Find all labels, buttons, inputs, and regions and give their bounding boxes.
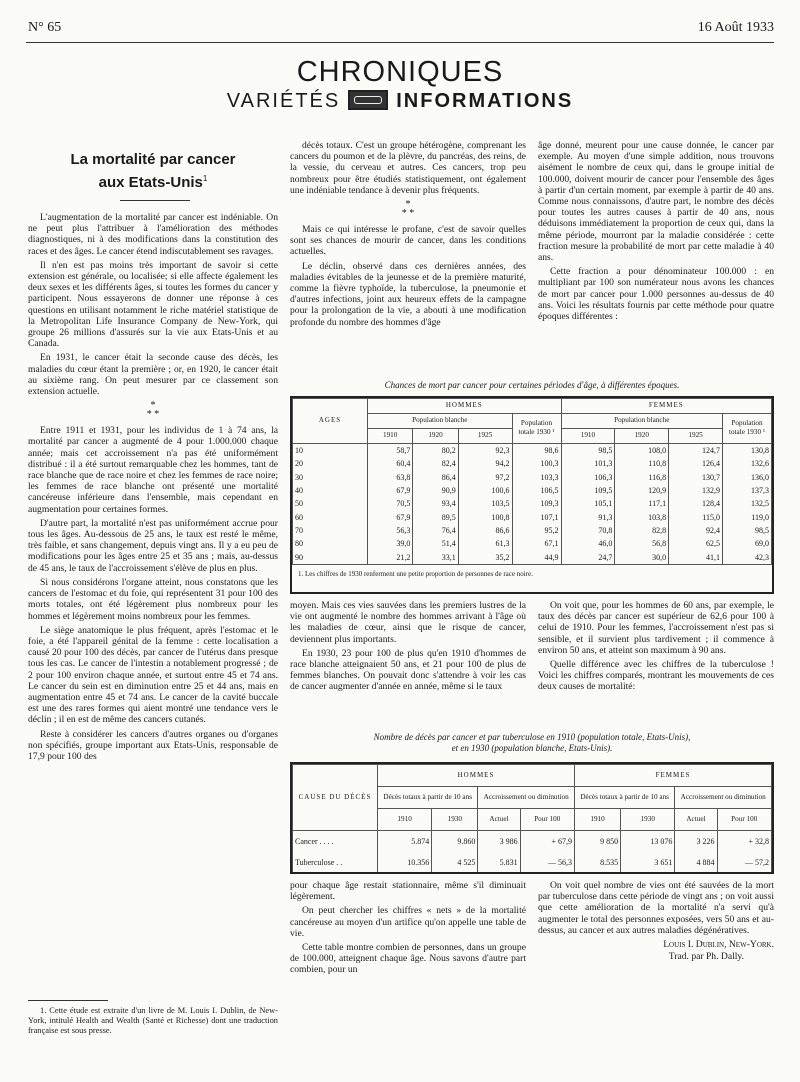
value-cell: 132,6 <box>723 457 772 470</box>
value-cell: 109,3 <box>512 497 561 510</box>
value-cell: 69,0 <box>723 537 772 550</box>
signature <box>538 939 774 963</box>
value-cell: 9 850 <box>574 831 620 852</box>
col-women: FEMMES <box>561 399 772 414</box>
value-cell: 124,7 <box>669 443 723 457</box>
pct-header: Pour 100 <box>520 809 574 831</box>
value-cell: 4 884 <box>675 852 717 872</box>
table-row <box>293 484 772 497</box>
table-row <box>293 497 772 510</box>
value-cell: 80,2 <box>413 443 458 457</box>
table-row <box>293 524 772 537</box>
value-cell: 90,9 <box>413 484 458 497</box>
year-header: 1925 <box>458 428 512 443</box>
value-cell: 100,6 <box>458 484 512 497</box>
value-cell: 21,2 <box>368 551 413 564</box>
value-cell: — 57,2 <box>717 852 771 872</box>
age-cell: 40 <box>293 484 368 497</box>
signature-translator: Trad. par Ph. Dally. <box>668 951 744 963</box>
value-cell: 106,5 <box>512 484 561 497</box>
value-cell: 9.860 <box>432 831 478 852</box>
year-header: 1930 <box>432 809 478 831</box>
age-cell: 90 <box>293 551 368 564</box>
value-cell: 120,9 <box>615 484 669 497</box>
paragraph: Mais ce qui intéresse le profane, c'est de savoir quelles sont ses chances de mourir de cancer, dans les conditions actuelles. <box>290 224 526 258</box>
paragraph: moyen. Mais ces vies sauvées dans les premiers lustres de la vie ont augmenté le nombre des hommes arrivant à l'âge où les maladies de cœur, ainsi que le risque de cancer, deviennent plus importants. <box>290 600 526 645</box>
value-cell: 44,9 <box>512 551 561 564</box>
column-2 <box>290 140 526 331</box>
value-cell: 128,4 <box>669 497 723 510</box>
value-cell: 61,3 <box>458 537 512 550</box>
age-cell: 20 <box>293 457 368 470</box>
value-cell: 98,5 <box>561 443 615 457</box>
paragraph: D'autre part, la mortalité n'est pas uniformément accrue pour tous les âges. Au-dessous de 25 ans, le taux est resté le même, très faible, et sans changement, depuis vingt ans. Il y a eu peu de modifications pour les âges entre 25 et 35 ans ; mais, au-dessus de 45 ans, le taux de l'accroissement s'élève de plus en plus. <box>28 517 278 574</box>
value-cell: 89,5 <box>413 511 458 524</box>
value-cell: 137,3 <box>723 484 772 497</box>
paragraph: pour chaque âge restait stationnaire, même s'il diminuait légèrement. <box>290 880 526 903</box>
value-cell: 76,4 <box>413 524 458 537</box>
issue-date: 16 Août 1933 <box>697 20 774 35</box>
table-row <box>293 457 772 470</box>
table2-caption <box>290 732 774 754</box>
paragraph: Reste à considérer les cancers d'autres organes ou d'organes non spécifiés, groupe important aux Etats-Unis, responsable de 17,9 pour 100 des <box>28 728 278 762</box>
cause-cell: Tuberculose . . <box>293 852 378 872</box>
star-top: * <box>405 199 411 211</box>
year-header: 1910 <box>574 809 620 831</box>
value-cell: 56,8 <box>615 537 669 550</box>
value-cell: 67,9 <box>368 484 413 497</box>
cancer-chances-table <box>290 396 774 594</box>
value-cell: 46,0 <box>561 537 615 550</box>
title-footnote-mark: 1 <box>202 174 208 183</box>
year-header: 1925 <box>669 428 723 443</box>
table-row <box>293 852 772 872</box>
paragraph: Cette fraction a pour dénominateur 100.000 : en multipliant par 100 son numérateur nous avons les chances de mort par cancer pour 1.000 personnes au-dessus de 40 ans. Voici les résultats fournis par cette méthode pour quatre époques différentes : <box>538 266 774 323</box>
age-cell: 10 <box>293 443 368 457</box>
table-row <box>293 537 772 550</box>
paragraph: âge donné, meurent pour une cause donnée, le cancer par exemple. Au moyen d'une simple addition, nous trouvons aisément le nombre de ceux qui, dans le groupe initial de 100.000, doivent mourir de cancer pour l'ensemble des âges à partir d'un certain moment, par exemple à partir de 40 ans. Comme nous connaissons, d'autre part, le nombre des décès pour toutes les autres causes à partir de 40 ans, nous déduisons immédiatement la proportion de ceux qui, dans la même période, mourront par la maladie considérée : cette fraction mesure la probabilité de mort par cette maladie à 40 ans. <box>538 140 774 264</box>
ornament-icon <box>348 90 388 110</box>
year-header: 1930 <box>621 809 675 831</box>
value-cell: 97,2 <box>458 470 512 483</box>
value-cell: 98,6 <box>512 443 561 457</box>
paragraph: Le déclin, observé dans ces dernières années, des maladies évitables de la jeunesse et de la première maturité, comme la fièvre typhoïde, la tuberculose, la pneumonie et d'autres infections, joint aux heureux effets de la campagne pour la prolongation de la vie, a abouti à une modification profonde du nombre des hommes d'âge <box>290 260 526 328</box>
column-3-middle <box>538 600 774 696</box>
women-deaths: Décès totaux à partir de 10 ans <box>574 787 674 809</box>
value-cell: 24,7 <box>561 551 615 564</box>
age-cell: 80 <box>293 537 368 550</box>
paragraph: Il n'en est pas moins très important de savoir si cette extension est générale, ou localisée; si elle affecte également les deux sexes et les différents âges, si toutes les formes du cancer y participent. Nous essayerons de donner une réponse à ces questions en utilisant notamment le riche matériel statistique de la Metropolitan Life Insurance Company de New-York, qui groupe 26 millions d'assurés sur la vie aux Etats-Unis et au Canada. <box>28 259 278 350</box>
col-ages: AGES <box>293 399 368 444</box>
issue-number: N° 65 <box>28 20 62 35</box>
value-cell: 108,0 <box>615 443 669 457</box>
men-change: Accroissement ou diminution <box>478 787 575 809</box>
value-cell: + 32,8 <box>717 831 771 852</box>
value-cell: 35,2 <box>458 551 512 564</box>
star-top: * <box>150 400 156 412</box>
value-cell: 42,3 <box>723 551 772 564</box>
value-cell: 101,3 <box>561 457 615 470</box>
value-cell: 136,0 <box>723 470 772 483</box>
col-men: HOMMES <box>378 765 575 787</box>
value-cell: 86,6 <box>458 524 512 537</box>
section-stars <box>28 401 278 419</box>
table1-note: 1. Les chiffres de 1930 renferment une petite proportion de personnes de race noire. <box>292 564 772 589</box>
value-cell: 60,4 <box>368 457 413 470</box>
value-cell: 8.535 <box>574 852 620 872</box>
title-line-2: aux Etats-Unis <box>98 174 203 191</box>
value-cell: 41,1 <box>669 551 723 564</box>
year-header: 1920 <box>615 428 669 443</box>
paragraph: Si nous considérons l'organe atteint, nous constatons que les cancers de l'estomac et du foie, qui représentent 31 pour 100 des morts totales, ont été légèrement plus nombreux pour les hommes et légèrement moins nombreux pour les femmes. <box>28 576 278 622</box>
value-cell: 103,5 <box>458 497 512 510</box>
value-cell: 3 651 <box>621 852 675 872</box>
column-3 <box>538 140 774 325</box>
value-cell: 119,0 <box>723 511 772 524</box>
value-cell: 117,1 <box>615 497 669 510</box>
column-3-bottom <box>538 880 774 963</box>
paragraph: L'augmentation de la mortalité par cancer est indéniable. On ne peut plus l'attribuer à l'amélioration des méthodes diagnostiques, ni à des modifications dans la constitution des races et des âges. Le cancer étend indiscutablement ses ravages. <box>28 212 278 257</box>
value-cell: 110,8 <box>615 457 669 470</box>
value-cell: 132,5 <box>723 497 772 510</box>
value-cell: 95,2 <box>512 524 561 537</box>
value-cell: 91,3 <box>561 511 615 524</box>
table1-caption: Chances de mort par cancer pour certaines périodes d'âge, à différentes époques. <box>384 380 680 390</box>
value-cell: 94,2 <box>458 457 512 470</box>
footnote <box>28 1006 278 1039</box>
col-cause: CAUSE DU DÉCÈS <box>293 765 378 831</box>
value-cell: 115,0 <box>669 511 723 524</box>
header-rule <box>26 42 774 43</box>
women-change: Accroissement ou diminution <box>675 787 772 809</box>
men-total: Population totale 1930 ¹ <box>512 413 561 443</box>
col-women: FEMMES <box>574 765 771 787</box>
age-cell: 60 <box>293 511 368 524</box>
cause-cell: Cancer . . . . <box>293 831 378 852</box>
title-rule <box>120 200 190 201</box>
year-header: 1910 <box>378 809 432 831</box>
value-cell: 5.874 <box>378 831 432 852</box>
value-cell: 5.831 <box>478 852 520 872</box>
masthead-informations: INFORMATIONS <box>396 90 574 112</box>
paragraph: Entre 1911 et 1931, pour les individus de 1 à 74 ans, la mortalité par cancer a augmenté de 4 pour 1.000.000 chaque année; mais cet accroissement n'a pas été uniformément distribué : il a été surtout remarquable chez les hommes, tant de race blanche que de race noire et chez les femmes de race noire; les femmes de race blanche ont présenté une mortalité cancéreuse inférieure dans l'ensemble, mais cependant en augmentation pour certaines formes. <box>28 425 278 515</box>
paragraph: On peut chercher les chiffres « nets » de la mortalité cancéreuse au moyen d'un artifice qu'on appelle une table de vie. <box>290 905 526 939</box>
value-cell: 132,9 <box>669 484 723 497</box>
value-cell: 130,8 <box>723 443 772 457</box>
value-cell: 98,5 <box>723 524 772 537</box>
value-cell: 93,4 <box>413 497 458 510</box>
value-cell: 67,9 <box>368 511 413 524</box>
value-cell: 86,4 <box>413 470 458 483</box>
table-row <box>293 443 772 457</box>
women-total: Population totale 1930 ¹ <box>723 413 772 443</box>
value-cell: — 56,3 <box>520 852 574 872</box>
table-row <box>293 511 772 524</box>
footnote-rule <box>28 1000 108 1001</box>
year-header: 1910 <box>368 428 413 443</box>
column-1 <box>28 212 278 765</box>
value-cell: 107,1 <box>512 511 561 524</box>
age-cell: 30 <box>293 470 368 483</box>
paragraph: On voit que, pour les hommes de 60 ans, par exemple, le taux des décès par cancer est supérieur de 62,6 pour 100 à celui de 1910. Pour les femmes, l'accroissement n'est pas si sensible, et il survient plus tardivement ; il commence à environ 50 ans, et atteint son maximum à 90 ans. <box>538 600 774 656</box>
value-cell: 33,1 <box>413 551 458 564</box>
section-stars <box>290 200 526 218</box>
paragraph: décès totaux. C'est un groupe hétérogène, comprenant les cancers du poumon et de la plèvre, du pancréas, des reins, de la vessie, du cerveau et autres. Ces cancers, trop peu nombreux pour être étudiés statistiquement, ont également une indéniable tendance à devenir plus fréquents. <box>290 140 526 196</box>
table-row <box>293 470 772 483</box>
value-cell: 10.356 <box>378 852 432 872</box>
value-cell: 70,5 <box>368 497 413 510</box>
paragraph: En 1930, 23 pour 100 de plus qu'en 1910 d'hommes de race blanche atteignaient 50 ans, et 21 pour 100 de plus de femmes blanches. On pouvait donc s'attendre à voir les cas de cancer augmenter d'année en année, même si le taux <box>290 647 526 693</box>
value-cell: 92,4 <box>669 524 723 537</box>
value-cell: 13 076 <box>621 831 675 852</box>
value-cell: 106,3 <box>561 470 615 483</box>
value-cell: 4 525 <box>432 852 478 872</box>
masthead-title: CHRONIQUES <box>296 56 504 88</box>
table2-caption-line-1: Nombre de décès par cancer et par tuberculose en 1910 (population totale, Etats-Unis), <box>373 732 691 742</box>
cancer-tuberculosis-table <box>290 762 774 874</box>
value-cell: 116,8 <box>615 470 669 483</box>
actual-header: Actuel <box>675 809 717 831</box>
table-row <box>293 831 772 852</box>
pct-header: Pour 100 <box>717 809 771 831</box>
masthead-subtitle <box>0 90 800 113</box>
value-cell: 51,4 <box>413 537 458 550</box>
value-cell: 39,0 <box>368 537 413 550</box>
value-cell: 100,8 <box>458 511 512 524</box>
age-cell: 50 <box>293 497 368 510</box>
value-cell: 126,4 <box>669 457 723 470</box>
value-cell: 109,5 <box>561 484 615 497</box>
masthead-varietes: VARIÉTÉS <box>226 90 341 112</box>
paragraph: Quelle différence avec les chiffres de la tuberculose ! Voici les chiffres comparés, montrant les mouvements de ces deux causes de mortalité: <box>538 659 774 693</box>
value-cell: 58,7 <box>368 443 413 457</box>
star-bottom: * * <box>146 409 160 421</box>
value-cell: 82,8 <box>615 524 669 537</box>
column-2-middle <box>290 600 526 696</box>
value-cell: 82,4 <box>413 457 458 470</box>
value-cell: 30,0 <box>615 551 669 564</box>
value-cell: 130,7 <box>669 470 723 483</box>
value-cell: 3 986 <box>478 831 520 852</box>
value-cell: 105,1 <box>561 497 615 510</box>
actual-header: Actuel <box>478 809 520 831</box>
value-cell: 92,3 <box>458 443 512 457</box>
star-bottom: * * <box>401 208 415 220</box>
men-deaths: Décès totaux à partir de 10 ans <box>378 787 478 809</box>
value-cell: 62,5 <box>669 537 723 550</box>
women-white: Population blanche <box>561 413 723 428</box>
paragraph: Cette table montre combien de personnes, dans un groupe de 100.000, atteignent chaque âge. Nous savons d'autre part combien, pour un <box>290 942 526 976</box>
men-white: Population blanche <box>368 413 513 428</box>
value-cell: 56,3 <box>368 524 413 537</box>
footnote-text: 1. Cette étude est extraite d'un livre de M. Louis I. Dublin, de New-York, intitulé Health and Wealth (Santé et Richesse) dont une traduction française est sous presse. <box>28 1006 278 1035</box>
value-cell: + 67,9 <box>520 831 574 852</box>
value-cell: 63,8 <box>368 470 413 483</box>
paragraph: En 1931, le cancer était la seconde cause des décès, les maladies du cœur étant la première ; or, en 1920, le cancer était au sixième rang. On peut mesurer par ce classement son extension actuelle. <box>28 352 278 398</box>
signature-author: Louis I. Dublin, New-York. <box>663 939 774 951</box>
table2-caption-line-2: et en 1930 (population blanche, Etats-Unis). <box>451 743 613 753</box>
column-2-bottom <box>290 880 526 979</box>
value-cell: 3 226 <box>675 831 717 852</box>
col-men: HOMMES <box>368 399 562 414</box>
article-title <box>28 150 278 192</box>
paragraph: On voit quel nombre de vies ont été sauvées de la mort par tuberculose dans cette période de vingt ans ; on voit aussi que cette amélioration de la mortalité n'a servi qu'à augmenter le total des personnes exposées, vers 50 ans et au-dessus, au cancer et aux autres maladies dégénératives. <box>538 880 774 936</box>
paragraph: Le siège anatomique le plus fréquent, après l'estomac et le foie, a été l'appareil génital de la femme : cette localisation a causé 20 pour 100 des décès, par cancer de l'utérus dans presque tous les cas. Le cancer de l'intestin a notablement progressé ; de 2 pour 100 environ chaque année, et surtout entre 45 et 74 ans. Le cancer du sein est en diminution entre 25 et 44 ans, mais en augmentation entre 45 et 74 ans. Le cancer de la cavité buccale est une des rares formes qui aient montré une tendance vers le déclin ; il en est de même des cancers cutanés. <box>28 624 278 726</box>
title-line-1: La mortalité par cancer <box>70 151 236 168</box>
value-cell: 67,1 <box>512 537 561 550</box>
year-header: 1910 <box>561 428 615 443</box>
year-header: 1920 <box>413 428 458 443</box>
value-cell: 103,8 <box>615 511 669 524</box>
age-cell: 70 <box>293 524 368 537</box>
value-cell: 103,3 <box>512 470 561 483</box>
table-row <box>293 551 772 564</box>
value-cell: 100,3 <box>512 457 561 470</box>
value-cell: 70,8 <box>561 524 615 537</box>
